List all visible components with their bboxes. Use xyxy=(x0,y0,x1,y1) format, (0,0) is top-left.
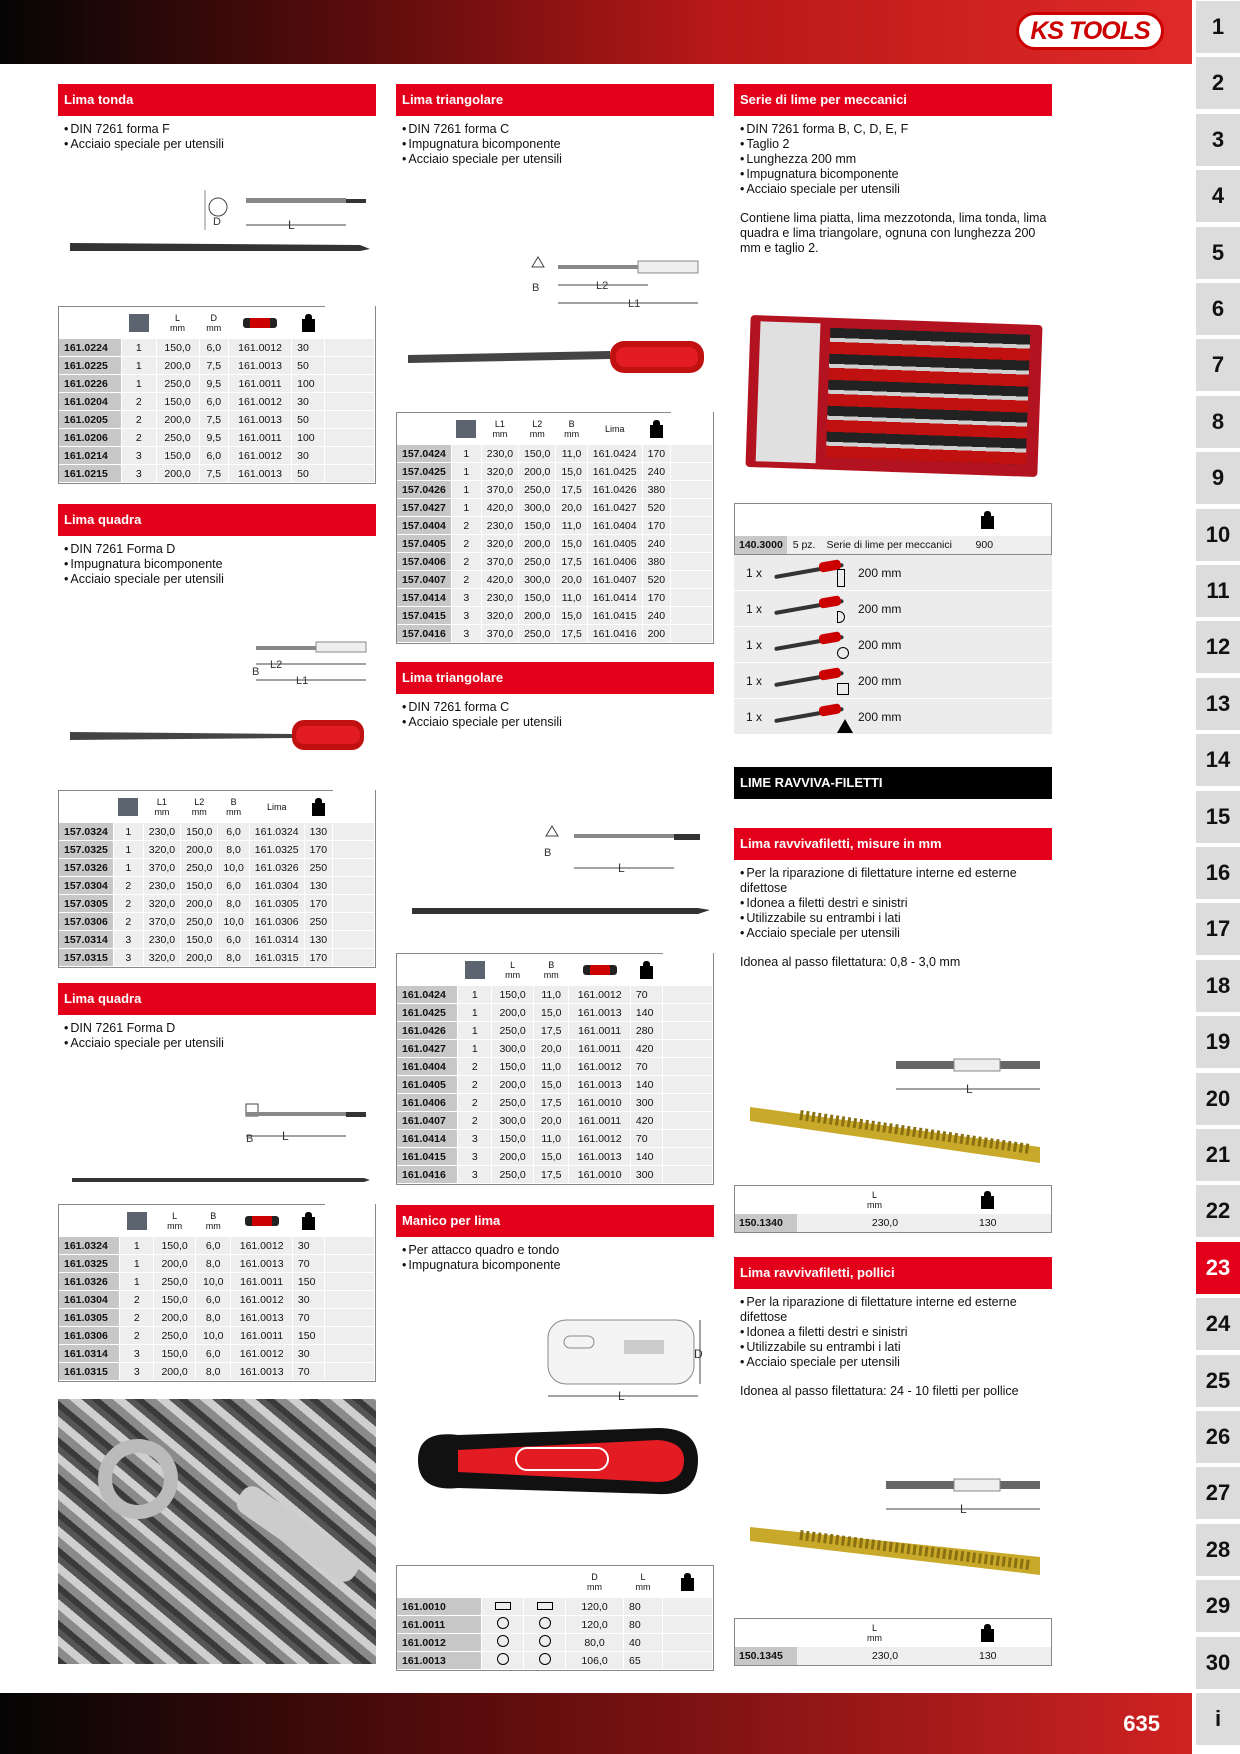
table-row: 157.0305 2 320,0 200,0 8,0 161.0305 170 xyxy=(59,895,375,913)
table-row: 161.0214 3 150,0 6,0 161.0012 30 xyxy=(59,447,375,465)
table-row: 157.0306 2 370,0 250,0 10,0 161.0306 250 xyxy=(59,913,375,931)
section-title: Manico per lima xyxy=(396,1205,714,1237)
section-title: Lima ravvivafiletti, pollici xyxy=(734,1257,1052,1289)
dim-label-b: B xyxy=(532,282,540,294)
article-code: 161.0424 xyxy=(397,986,458,1004)
bullet-list xyxy=(396,122,714,167)
chapter-tab[interactable]: 6 xyxy=(1196,283,1240,335)
bullet-item: • Acciaio speciale per utensili xyxy=(740,926,1052,941)
bullet-item: • Lunghezza 200 mm xyxy=(740,152,1052,167)
table-row: 161.0012 80,0 40 xyxy=(397,1634,713,1652)
triangle-shape-icon xyxy=(837,719,853,733)
bullet-item: • Idonea a filetti destri e sinistri xyxy=(740,896,1052,911)
table-row: 161.0013 106,0 65 xyxy=(397,1652,713,1670)
bullet-list xyxy=(734,122,1052,197)
section-title: Lima ravvivafiletti, misure in mm xyxy=(734,828,1052,860)
table-row: 161.0416 3 250,0 17,5 161.0010 300 xyxy=(397,1166,713,1184)
ks-tools-logo: KS TOOLS xyxy=(1016,12,1164,50)
manico-drawing xyxy=(398,1300,714,1525)
bullet-item: • Acciaio speciale per utensili xyxy=(740,182,1052,197)
section-serie xyxy=(734,84,1052,256)
article-code: 161.0414 xyxy=(397,1130,458,1148)
serie-contents xyxy=(734,555,1052,735)
ravviva-note: Idonea al passo filettatura: 24 - 10 filetti per pollice xyxy=(740,1384,1019,1398)
table-row: 161.0306 2 250,0 10,0 161.0011 150 xyxy=(59,1327,375,1345)
bullet-item: • Per attacco quadro e tondo xyxy=(402,1243,714,1258)
article-code: 157.0325 xyxy=(59,841,113,859)
dim-label-l2: L2 xyxy=(596,280,609,292)
bullet-list xyxy=(734,1295,1052,1370)
article-code: 157.0406 xyxy=(397,553,451,571)
bullet-list xyxy=(734,866,1052,941)
article-code: 161.0204 xyxy=(59,393,122,411)
handle-icon xyxy=(245,1216,279,1226)
serie-note: Contiene lima piatta, lima mezzotonda, lima tonda, lima quadra e lima triangolare, ognuna con lunghezza 200 mm e taglio 2. xyxy=(740,211,1047,255)
kit-item: 1 x 200 mm xyxy=(734,591,1052,627)
bullet-item: • Acciaio speciale per utensili xyxy=(402,152,714,167)
table-row: 161.0415 3 200,0 15,0 161.0013 140 xyxy=(397,1148,713,1166)
article-code: 161.0225 xyxy=(59,357,122,375)
table-lima-quadra-2: L mm B mm 161.0324 1 150,0 6,0 161.0012 30 161.0325 1 200,0 8,0 161.0013 70 161.0326 1 250,0 10,0 161.0011 150 161.0304 2 150,0 6,0 161.0012 30 161.0305 2 200,0 8,0 161.0013 70 161.0306 2 250,0 10,0 161.0011 150 161.0314 3 150,0 6,0 161.0012 30 161.0315 3 200,0 8,0 161.0013 70 xyxy=(58,1204,376,1382)
chapter-tab[interactable]: 30 xyxy=(1196,1637,1240,1689)
table-row: 161.0404 2 150,0 11,0 161.0012 70 xyxy=(397,1058,713,1076)
table-row: 157.0405 2 320,0 200,0 15,0 161.0405 240 xyxy=(397,535,713,553)
article-code: 161.0013 xyxy=(397,1652,482,1670)
table-manico: D mm L mm 161.0010 120,0 80 161.0011 120,0 80 161.0012 80,0 40 161.0013 106,0 65 xyxy=(396,1565,714,1671)
dim-label-b: B xyxy=(246,1133,254,1145)
dim-label-l1: L1 xyxy=(628,298,641,310)
square-shape-icon xyxy=(837,683,849,695)
chapter-tab[interactable]: 24 xyxy=(1196,1298,1240,1350)
ravviva-heading: LIME RAVVIVA-FILETTI xyxy=(734,767,1052,799)
table-lima-quadra-1: L1 mm L2 mm B mm Lima 157.0324 1 230,0 150,0 6,0 161.0324 130 157.0325 1 320,0 200,0 8,0 161.0325 170 157.0326 1 370,0 250,0 10,0 161.0326 250 157.0304 2 230,0 150,0 6,0 161.0304 130 157.0305 2 320,0 200,0 8,0 161.0305 170 157.0306 2 370,0 250,0 10,0 161.0306 250 157.0314 3 230,0 150,0 6,0 161.0314 130 157.0315 3 320,0 200,0 8,0 161.0315 170 xyxy=(58,790,376,968)
article-code: 157.0425 xyxy=(397,463,451,481)
article-code: 157.0324 xyxy=(59,823,113,841)
table-row: 157.0404 2 230,0 150,0 11,0 161.0404 170 xyxy=(397,517,713,535)
weight-icon xyxy=(981,511,994,529)
article-code: 161.0416 xyxy=(397,1166,458,1184)
section-lima-triangolare-2 xyxy=(396,662,714,730)
chapter-tab[interactable]: 13 xyxy=(1196,678,1240,730)
article-code: 161.0324 xyxy=(59,1237,120,1255)
chapter-tab[interactable]: 10 xyxy=(1196,509,1240,561)
ravviva-note: Idonea al passo filettatura: 0,8 - 3,0 mm xyxy=(740,955,961,969)
article-code: 161.0314 xyxy=(59,1345,120,1363)
article-code: 157.0415 xyxy=(397,607,451,625)
chapter-tab[interactable]: 15 xyxy=(1196,791,1240,843)
ravviva-mm-drawing xyxy=(740,1055,1052,1170)
bullet-item: • DIN 7261 forma F xyxy=(64,122,376,137)
weight-icon xyxy=(981,1624,994,1642)
lima-quadra-2-drawing xyxy=(60,1100,376,1190)
bullet-item: • Impugnatura bicomponente xyxy=(402,1258,714,1273)
table-lima-triangolare-2: L mm B mm 161.0424 1 150,0 11,0 161.0012 70 161.0425 1 200,0 15,0 161.0013 140 161.0426 1 250,0 17,5 161.0011 280 161.0427 1 300,0 20,0 161.0011 420 161.0404 2 150,0 11,0 161.0012 70 161.0405 2 200,0 15,0 161.0013 140 161.0406 2 250,0 17,5 161.0010 300 161.0407 2 300,0 20,0 161.0011 420 161.0414 3 150,0 11,0 161.0012 70 161.0415 3 200,0 15,0 161.0013 140 161.0416 3 250,0 17,5 161.0010 300 xyxy=(396,953,714,1185)
handle-icon xyxy=(583,965,617,975)
chapter-tab[interactable]: 7 xyxy=(1196,339,1240,391)
bullet-item: • Utilizzabile su entrambi i lati xyxy=(740,1340,1052,1355)
bullet-item: • Acciaio speciale per utensili xyxy=(740,1355,1052,1370)
article-code: 157.0416 xyxy=(397,625,451,643)
table-row: 161.0225 1 200,0 7,5 161.0013 50 xyxy=(59,357,375,375)
weight-icon xyxy=(981,1191,994,1209)
table-row: 161.0304 2 150,0 6,0 161.0012 30 xyxy=(59,1291,375,1309)
dim-label-d: D xyxy=(213,216,221,228)
chapter-tab[interactable]: 20 xyxy=(1196,1073,1240,1125)
article-code: 161.0407 xyxy=(397,1112,458,1130)
rect-shape-icon xyxy=(537,1602,553,1610)
section-ravviva-mm xyxy=(734,828,1052,970)
article-code: 161.0315 xyxy=(59,1363,120,1381)
article-code: 161.0425 xyxy=(397,1004,458,1022)
table-row: 157.0425 1 320,0 200,0 15,0 161.0425 240 xyxy=(397,463,713,481)
bullet-list xyxy=(58,122,376,152)
section-title: Lima triangolare xyxy=(396,84,714,116)
chapter-tab[interactable]: 28 xyxy=(1196,1524,1240,1576)
dim-label-b: B xyxy=(252,666,260,678)
article-code: 161.0214 xyxy=(59,447,122,465)
article-code: 161.0304 xyxy=(59,1291,120,1309)
chapter-tab[interactable]: i xyxy=(1196,1693,1240,1745)
dim-label-l: L xyxy=(288,218,295,232)
article-code: 161.0427 xyxy=(397,1040,458,1058)
article-code: 161.0404 xyxy=(397,1058,458,1076)
bullet-item: • Acciaio speciale per utensili xyxy=(402,715,714,730)
section-title: Lima quadra xyxy=(58,504,376,536)
chapter-tab[interactable]: 2 xyxy=(1196,57,1240,109)
chapter-tab[interactable]: 29 xyxy=(1196,1580,1240,1632)
chapter-tab[interactable]: 3 xyxy=(1196,114,1240,166)
table-row: 157.0324 1 230,0 150,0 6,0 161.0324 130 xyxy=(59,823,375,841)
kit-item: 1 x 200 mm xyxy=(734,627,1052,663)
table-row: 161.0426 1 250,0 17,5 161.0011 280 xyxy=(397,1022,713,1040)
dim-label-l: L xyxy=(618,861,625,875)
flat-shape-icon xyxy=(837,569,845,587)
article-code: 157.0305 xyxy=(59,895,113,913)
table-row: 161.0425 1 200,0 15,0 161.0013 140 xyxy=(397,1004,713,1022)
table-row: 161.0424 1 150,0 11,0 161.0012 70 xyxy=(397,986,713,1004)
bullet-item: • Impugnatura bicomponente xyxy=(402,137,714,152)
table-row: 161.0215 3 200,0 7,5 161.0013 50 xyxy=(59,465,375,483)
article-code: 157.0424 xyxy=(397,445,451,463)
bullet-item: • Per la riparazione di filettature interne ed esterne difettose xyxy=(740,866,1052,896)
table-row: 157.0325 1 320,0 200,0 8,0 161.0325 170 xyxy=(59,841,375,859)
cut-icon xyxy=(118,798,138,816)
dim-label-b: B xyxy=(544,847,552,859)
chapter-tab[interactable]: 23 xyxy=(1196,1242,1240,1294)
table-row: 157.0407 2 420,0 300,0 20,0 161.0407 520 xyxy=(397,571,713,589)
chapter-tab[interactable]: 14 xyxy=(1196,734,1240,786)
article-code: 150.1345 xyxy=(735,1647,797,1665)
ravviva-pollici-drawing xyxy=(740,1475,1052,1590)
dim-label-l1: L1 xyxy=(296,675,309,687)
chapter-tab[interactable]: 5 xyxy=(1196,227,1240,279)
table-row: 157.0426 1 370,0 250,0 17,5 161.0426 380 xyxy=(397,481,713,499)
bullet-item: • DIN 7261 forma C xyxy=(402,700,714,715)
table-row: 157.0326 1 370,0 250,0 10,0 161.0326 250 xyxy=(59,859,375,877)
article-code: 157.0315 xyxy=(59,949,113,967)
round-shape-icon xyxy=(837,647,849,659)
article-code: 157.0304 xyxy=(59,877,113,895)
rect-shape-icon xyxy=(495,1602,511,1610)
page-number: 635 xyxy=(1123,1711,1160,1736)
chapter-tab[interactable]: 27 xyxy=(1196,1467,1240,1519)
chapter-tab[interactable]: 26 xyxy=(1196,1411,1240,1463)
table-row: 161.0305 2 200,0 8,0 161.0013 70 xyxy=(59,1309,375,1327)
table-row: 157.0406 2 370,0 250,0 17,5 161.0406 380 xyxy=(397,553,713,571)
bullet-item: • Per la riparazione di filettature interne ed esterne difettose xyxy=(740,1295,1052,1325)
weight-icon xyxy=(650,420,663,438)
article-code: 161.0415 xyxy=(397,1148,458,1166)
article-code: 161.0306 xyxy=(59,1327,120,1345)
bullet-item: • Taglio 2 xyxy=(740,137,1052,152)
article-code: 161.0305 xyxy=(59,1309,120,1327)
bullet-list xyxy=(396,700,714,730)
section-lima-quadra-2 xyxy=(58,983,376,1051)
bullet-list xyxy=(58,542,376,587)
chapter-tab[interactable]: 11 xyxy=(1196,565,1240,617)
bullet-item: • Acciaio speciale per utensili xyxy=(64,1036,376,1051)
bullet-item: • Acciaio speciale per utensili xyxy=(64,572,376,587)
table-row: 157.0424 1 230,0 150,0 11,0 161.0424 170 xyxy=(397,445,713,463)
table-row: 161.0224 1 150,0 6,0 161.0012 30 xyxy=(59,339,375,357)
chapter-tab[interactable]: 4 xyxy=(1196,170,1240,222)
article-code: 161.0011 xyxy=(397,1616,482,1634)
bullet-item: • DIN 7261 Forma D xyxy=(64,1021,376,1036)
table-row: 157.0416 3 370,0 250,0 17,5 161.0416 200 xyxy=(397,625,713,643)
cut-icon xyxy=(129,314,149,332)
lima-triangolare-drawing xyxy=(398,255,714,385)
article-code: 157.0405 xyxy=(397,535,451,553)
table-row: 161.0315 3 200,0 8,0 161.0013 70 xyxy=(59,1363,375,1381)
table-row: 161.0324 1 150,0 6,0 161.0012 30 xyxy=(59,1237,375,1255)
chapter-tab[interactable]: 22 xyxy=(1196,1185,1240,1237)
chapter-tab[interactable]: 18 xyxy=(1196,960,1240,1012)
lima-quadra-drawing xyxy=(60,638,376,758)
dim-label-l2: L2 xyxy=(270,659,283,671)
table-row: 161.0326 1 250,0 10,0 161.0011 150 xyxy=(59,1273,375,1291)
article-code: 157.0427 xyxy=(397,499,451,517)
cut-icon xyxy=(127,1212,147,1230)
section-title: Serie di lime per meccanici xyxy=(734,84,1052,116)
round-shape-icon xyxy=(497,1635,509,1647)
table-row: 161.0405 2 200,0 15,0 161.0013 140 xyxy=(397,1076,713,1094)
table-ravviva-mm: L mm 150.1340 230,0 130 xyxy=(734,1185,1052,1233)
round-shape-icon xyxy=(497,1617,509,1629)
article-code: 157.0314 xyxy=(59,931,113,949)
dim-label-d: D xyxy=(694,1347,703,1361)
table-row: 161.0414 3 150,0 11,0 161.0012 70 xyxy=(397,1130,713,1148)
table-row: 161.0010 120,0 80 xyxy=(397,1598,713,1616)
table-row: 161.0204 2 150,0 6,0 161.0012 30 xyxy=(59,393,375,411)
dim-label-l: L xyxy=(282,1129,289,1143)
article-code: 150.1340 xyxy=(735,1214,797,1232)
weight-icon xyxy=(681,1573,694,1591)
article-code: 161.0325 xyxy=(59,1255,120,1273)
table-row: 161.0406 2 250,0 17,5 161.0010 300 xyxy=(397,1094,713,1112)
bullet-item: • DIN 7261 Forma D xyxy=(64,542,376,557)
article-code: 161.0012 xyxy=(397,1634,482,1652)
article-code: 161.0426 xyxy=(397,1022,458,1040)
handle-icon xyxy=(243,318,277,328)
files-photo xyxy=(58,1399,376,1664)
weight-icon xyxy=(302,314,315,332)
table-ravviva-pollici: L mm 150.1345 230,0 130 xyxy=(734,1618,1052,1666)
lima-triangolare-2-drawing xyxy=(398,822,714,932)
article-code: 161.0226 xyxy=(59,375,122,393)
halfround-shape-icon xyxy=(837,611,845,623)
section-manico xyxy=(396,1205,714,1273)
weight-icon xyxy=(312,798,325,816)
chapter-tab[interactable]: 16 xyxy=(1196,847,1240,899)
article-code: 161.0224 xyxy=(59,339,122,357)
chapter-tab[interactable]: 17 xyxy=(1196,903,1240,955)
chapter-tab[interactable]: 21 xyxy=(1196,1129,1240,1181)
table-row: 161.0427 1 300,0 20,0 161.0011 420 xyxy=(397,1040,713,1058)
table-row: 161.0011 120,0 80 xyxy=(397,1616,713,1634)
cut-icon xyxy=(465,961,485,979)
bullet-list xyxy=(396,1243,714,1273)
section-title: Lima quadra xyxy=(58,983,376,1015)
article-code: 157.0414 xyxy=(397,589,451,607)
table-row: 157.0314 3 230,0 150,0 6,0 161.0314 130 xyxy=(59,931,375,949)
article-code: 161.0406 xyxy=(397,1094,458,1112)
round-shape-icon xyxy=(497,1653,509,1665)
weight-icon xyxy=(302,1212,315,1230)
chapter-tab[interactable]: 9 xyxy=(1196,452,1240,504)
serie-wallet-photo xyxy=(745,315,1042,477)
article-code: 161.0010 xyxy=(397,1598,482,1616)
article-code: 140.3000 xyxy=(735,536,787,554)
footer-bar xyxy=(0,1693,1192,1754)
section-title: Lima tonda xyxy=(58,84,376,116)
article-code: 161.0326 xyxy=(59,1273,120,1291)
weight-icon xyxy=(640,961,653,979)
chapter-tab[interactable]: 8 xyxy=(1196,396,1240,448)
kit-item: 1 x 200 mm xyxy=(734,699,1052,735)
table-lima-triangolare-1: L1 mm L2 mm B mm Lima 157.0424 1 230,0 150,0 11,0 161.0424 170 157.0425 1 320,0 200,0 15,0 161.0425 240 157.0426 1 370,0 250,0 17,5 161.0426 380 157.0427 1 420,0 300,0 20,0 161.0427 520 157.0404 2 230,0 150,0 11,0 161.0404 170 157.0405 2 320,0 200,0 15,0 161.0405 240 157.0406 2 370,0 250,0 17,5 161.0406 380 157.0407 2 420,0 300,0 20,0 161.0407 520 157.0414 3 230,0 150,0 11,0 161.0414 170 157.0415 3 320,0 200,0 15,0 161.0415 240 157.0416 3 370,0 250,0 17,5 161.0416 200 xyxy=(396,412,714,644)
bullet-list xyxy=(58,1021,376,1051)
table-row: 157.0315 3 320,0 200,0 8,0 161.0315 170 xyxy=(59,949,375,967)
article-code: 157.0404 xyxy=(397,517,451,535)
header-bar xyxy=(0,0,1192,64)
table-row: 157.0304 2 230,0 150,0 6,0 161.0304 130 xyxy=(59,877,375,895)
bullet-item: • DIN 7261 forma C xyxy=(402,122,714,137)
section-ravviva-pollici xyxy=(734,1257,1052,1399)
article-code: 161.0206 xyxy=(59,429,122,447)
article-code: 157.0306 xyxy=(59,913,113,931)
bullet-item: • Acciaio speciale per utensili xyxy=(64,137,376,152)
table-row: 157.0415 3 320,0 200,0 15,0 161.0415 240 xyxy=(397,607,713,625)
section-lima-triangolare-1 xyxy=(396,84,714,167)
dim-label-l: L xyxy=(618,1389,625,1403)
bullet-item: • Impugnatura bicomponente xyxy=(64,557,376,572)
chapter-tabs xyxy=(1196,0,1240,1754)
article-code: 161.0405 xyxy=(397,1076,458,1094)
table-row: 157.0414 3 230,0 150,0 11,0 161.0414 170 xyxy=(397,589,713,607)
article-code: 161.0215 xyxy=(59,465,122,483)
section-lima-tonda xyxy=(58,84,376,152)
lima-tonda-drawing xyxy=(60,185,376,265)
kit-item: 1 x 200 mm xyxy=(734,663,1052,699)
dim-label-l: L xyxy=(960,1502,967,1516)
cut-icon xyxy=(456,420,476,438)
table-row: 161.0407 2 300,0 20,0 161.0011 420 xyxy=(397,1112,713,1130)
table-serie: 140.3000 5 pz. Serie di lime per meccanici 900 xyxy=(734,503,1052,555)
bullet-item: • Impugnatura bicomponente xyxy=(740,167,1052,182)
bullet-item: • DIN 7261 forma B, C, D, E, F xyxy=(740,122,1052,137)
kit-item: 1 x 200 mm xyxy=(734,555,1052,591)
round-shape-icon xyxy=(539,1617,551,1629)
section-lima-quadra-1 xyxy=(58,504,376,587)
chapter-tab[interactable]: 19 xyxy=(1196,1016,1240,1068)
chapter-tab[interactable]: 25 xyxy=(1196,1355,1240,1407)
table-row: 161.0206 2 250,0 9,5 161.0011 100 xyxy=(59,429,375,447)
chapter-tab[interactable]: 12 xyxy=(1196,621,1240,673)
bullet-item: • Utilizzabile su entrambi i lati xyxy=(740,911,1052,926)
round-shape-icon xyxy=(539,1653,551,1665)
table-row: 161.0325 1 200,0 8,0 161.0013 70 xyxy=(59,1255,375,1273)
article-code: 157.0407 xyxy=(397,571,451,589)
table-row: 161.0226 1 250,0 9,5 161.0011 100 xyxy=(59,375,375,393)
table-row: 161.0205 2 200,0 7,5 161.0013 50 xyxy=(59,411,375,429)
table-row: 157.0427 1 420,0 300,0 20,0 161.0427 520 xyxy=(397,499,713,517)
table-lima-tonda: L mm D mm 161.0224 1 150,0 6,0 161.0012 30 161.0225 1 200,0 7,5 161.0013 50 161.0226 1 250,0 9,5 161.0011 100 161.0204 2 150,0 6,0 161.0012 30 161.0205 2 200,0 7,5 161.0013 50 161.0206 2 250,0 9,5 161.0011 100 161.0214 3 150,0 6,0 161.0012 30 161.0215 3 200,0 7,5 161.0013 50 xyxy=(58,306,376,484)
chapter-tab[interactable]: 1 xyxy=(1196,1,1240,53)
section-title: Lima triangolare xyxy=(396,662,714,694)
round-shape-icon xyxy=(539,1635,551,1647)
article-code: 157.0326 xyxy=(59,859,113,877)
table-row: 161.0314 3 150,0 6,0 161.0012 30 xyxy=(59,1345,375,1363)
article-code: 161.0205 xyxy=(59,411,122,429)
bullet-item: • Idonea a filetti destri e sinistri xyxy=(740,1325,1052,1340)
article-code: 157.0426 xyxy=(397,481,451,499)
dim-label-l: L xyxy=(966,1082,973,1096)
